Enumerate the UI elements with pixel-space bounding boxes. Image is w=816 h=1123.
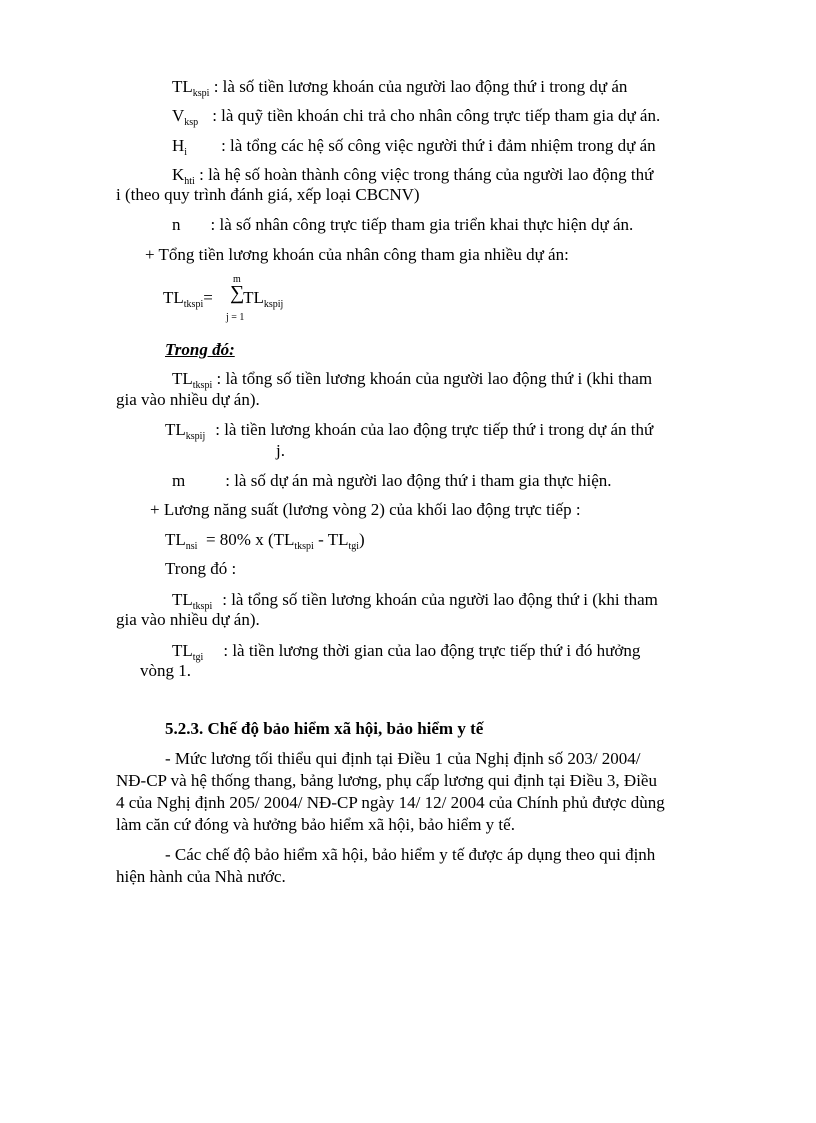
formula-close: ) — [359, 530, 365, 549]
def-tlkspi — [172, 77, 627, 97]
subscript: i — [184, 147, 188, 158]
subscript: tkspi — [192, 380, 213, 391]
formula-rhs-subscript: kspij — [263, 299, 284, 310]
summation-lower: j = 1 — [226, 312, 245, 323]
def-tlkspij-continued: j. — [276, 441, 285, 460]
where-label-1: Trong đó: — [165, 340, 235, 359]
subscript: tgi — [192, 652, 204, 663]
def-tltgi-continued: vòng 1. — [140, 661, 191, 680]
def-tltkspi-2 — [172, 590, 658, 610]
definition-text: : là hệ số hoàn thành công việc trong tháng của người lao động thứ — [199, 165, 654, 184]
symbol: TL — [172, 369, 193, 388]
para1-line1: - Mức lương tối thiểu qui định tại Điều 1 của Nghị định số 203/ 2004/ — [165, 749, 641, 768]
formula-lhs: TL — [165, 530, 186, 549]
para2-line1: - Các chế độ bảo hiểm xã hội, bảo hiểm y tế được áp dụng theo qui định — [165, 845, 656, 864]
def-tltkspi-2-continued: gia vào nhiều dự án). — [116, 610, 260, 629]
definition-text: : là số tiền lương khoán của người lao động thứ i trong dự án — [213, 77, 628, 96]
formula-rhs: TL — [243, 288, 264, 307]
symbol: TL — [172, 77, 193, 96]
formula-total — [163, 288, 283, 308]
symbol: TL — [172, 641, 193, 660]
where-label-2: Trong đó : — [165, 559, 237, 578]
subscript: kspij — [185, 431, 206, 442]
definition-text: : là tiền lương thời gian của lao động trực tiếp thứ i đó hưởng — [223, 641, 641, 660]
bullet-total-salary: + Tổng tiền lương khoán của nhân công tham gia nhiều dự án: — [145, 245, 569, 264]
symbol: H — [172, 136, 185, 155]
def-tltgi — [172, 641, 640, 661]
formula-lhs-subscript: nsi — [185, 541, 198, 552]
def-tlkspij — [165, 420, 653, 440]
symbol: m — [172, 471, 186, 490]
definition-text: : là tổng số tiền lương khoán của người lao động thứ i (khi tham — [216, 369, 653, 388]
formula-lhs: TL — [163, 288, 184, 307]
definition-text: : là tổng số tiền lương khoán của người lao động thứ i (khi tham — [222, 590, 658, 609]
formula-minus: - TL — [318, 530, 349, 549]
def-hi — [172, 136, 656, 156]
summation-upper: m — [233, 274, 241, 285]
definition-text: : là tổng các hệ số công việc người thứ i đảm nhiệm trong dự án — [221, 136, 656, 155]
definition-text: : là số nhân công trực tiếp tham gia triển khai thực hiện dự án. — [210, 215, 634, 234]
symbol: n — [172, 215, 181, 234]
def-tltkspi-continued: gia vào nhiều dự án). — [116, 390, 260, 409]
section-heading: 5.2.3. Chế độ bảo hiểm xã hội, bảo hiểm y tế — [165, 719, 484, 738]
subscript: ksp — [184, 117, 199, 128]
def-tltkspi — [172, 369, 652, 389]
definition-text: : là số dự án mà người lao động thứ i tham gia thực hiện. — [225, 471, 612, 490]
def-n — [172, 215, 633, 235]
formula-equals: = — [203, 288, 213, 307]
para1-line2: NĐ-CP và hệ thống thang, bảng lương, phụ cấp lương qui định tại Điều 3, Điều — [116, 771, 657, 790]
bullet-productivity-salary: + Lương năng suất (lương vòng 2) của khối lao động trực tiếp : — [150, 500, 581, 519]
formula-a-subscript: tkspi — [294, 541, 314, 552]
formula-middle: = 80% x (TL — [205, 530, 295, 549]
symbol: TL — [172, 590, 193, 609]
def-vksp — [172, 106, 660, 126]
def-khti — [172, 165, 653, 185]
symbol: TL — [165, 420, 186, 439]
para2-line2: hiện hành của Nhà nước. — [116, 867, 286, 886]
symbol: V — [172, 106, 185, 125]
formula-productivity — [165, 530, 365, 550]
definition-text: : là tiền lương khoán của lao động trực tiếp thứ i trong dự án thứ — [215, 420, 654, 439]
formula-b-subscript: tgi — [348, 541, 360, 552]
symbol: K — [172, 165, 185, 184]
sigma-symbol: ∑ — [230, 282, 245, 304]
def-khti-continued: i (theo quy trình đánh giá, xếp loại CBCNV) — [116, 185, 420, 204]
para1-line3: 4 của Nghị định 205/ 2004/ NĐ-CP ngày 14/ 12/ 2004 của Chính phủ được dùng — [116, 793, 665, 812]
definition-text: : là quỹ tiền khoán chi trả cho nhân công trực tiếp tham gia dự án. — [212, 106, 661, 125]
subscript: tkspi — [192, 601, 213, 612]
para1-line4: làm căn cứ đóng và hưởng bảo hiểm xã hội, bảo hiểm y tế. — [116, 815, 515, 834]
formula-lhs-subscript: tkspi — [183, 299, 204, 310]
def-m — [172, 471, 612, 491]
subscript: kspi — [192, 88, 210, 99]
subscript: hti — [184, 176, 195, 187]
